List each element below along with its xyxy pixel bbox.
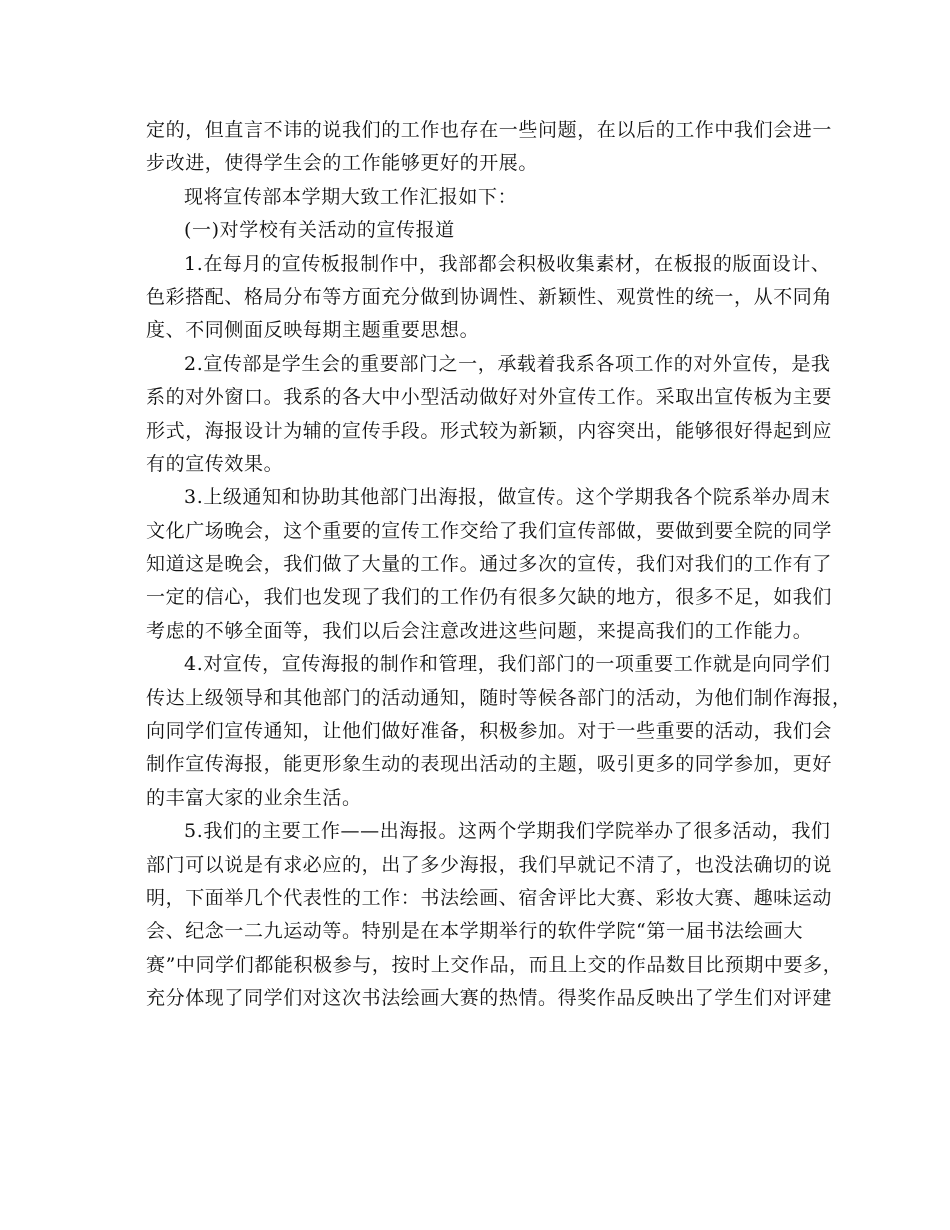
paragraph-item-4 [146,648,852,815]
paragraph-item-2 [146,348,833,482]
paragraph-item-3 [146,481,833,648]
paragraph-intro-continued [146,114,833,181]
text-line: 一定的信心，我们也发现了我们的工作仍有很多欠缺的地方，很多不足，如我们 [146,586,833,609]
text-line: 3.上级通知和协助其他部门出海报，做宣传。这个学期我各个院系举办周末 [184,486,831,509]
text-line: 步改进，使得学生会的工作能够更好的开展。 [146,152,539,175]
text-line: 5.我们的主要工作——出海报。这两个学期我们学院举办了很多活动，我们 [184,820,831,843]
text-line: 度、不同侧面反映每期主题重要思想。 [146,319,480,342]
text-line: 形式，海报设计为辅的宣传手段。形式较为新颖，内容突出，能够很好得起到应 [146,419,833,442]
section-heading [146,214,806,247]
text-line: 现将宣传部本学期大致工作汇报如下： [184,185,518,208]
document-body [146,114,852,1016]
text-line: 知道这是晚会，我们做了大量的工作。通过多次的宣传，我们对我们的工作有了 [146,553,833,576]
text-line: 系的对外窗口。我系的各大中小型活动做好对外宣传工作。采取出宣传板为主要 [146,386,833,409]
text-line: 有的宣传效果。 [146,452,284,475]
text-line: 传达上级领导和其他部门的活动通知，随时等候各部门的活动，为他们制作海报， [146,686,852,709]
text-line: 充分体现了同学们对这次书法绘画大赛的热情。得奖作品反映出了学生们对评建 [146,987,833,1010]
text-line: 赛”中同学们都能积极参与，按时上交作品，而且上交的作品数目比预期中要多， [146,953,843,976]
paragraph-item-5 [146,815,843,1015]
text-line: 向同学们宣传通知，让他们做好准备，积极参加。对于一些重要的活动，我们会 [146,720,833,743]
text-line: 文化广场晚会，这个重要的宣传工作交给了我们宣传部做，要做到要全院的同学 [146,519,833,542]
text-line: 会、纪念一二九运动等。特别是在本学期举行的软件学院“第一届书法绘画大 [146,920,804,943]
text-line: 1.在每月的宣传板报制作中，我部都会积极收集素材，在板报的版面设计、 [184,252,831,275]
text-line: 色彩搭配、格局分布等方面充分做到协调性、新颖性、观赏性的统一，从不同角 [146,285,833,308]
text-line: 制作宣传海报，能更形象生动的表现出活动的主题，吸引更多的同学参加，更好 [146,753,833,776]
paragraph-item-1 [146,248,833,348]
text-line: 2.宣传部是学生会的重要部门之一，承载着我系各项工作的对外宣传，是我 [184,352,831,375]
text-line: 的丰富大家的业余生活。 [146,786,362,809]
text-line: 明，下面举几个代表性的工作：书法绘画、宿舍评比大赛、彩妆大赛、趣味运动 [146,886,833,909]
text-line: 定的，但直言不讳的说我们的工作也存在一些问题，在以后的工作中我们会进一 [146,119,833,141]
text-line: 4.对宣传，宣传海报的制作和管理，我们部门的一项重要工作就是向同学们 [184,653,831,676]
paragraph-report-intro [146,181,806,214]
text-line: 考虑的不够全面等，我们以后会注意改进这些问题，来提高我们的工作能力。 [146,619,813,642]
text-line: (一)对学校有关活动的宣传报道 [184,219,455,242]
text-line: 部门可以说是有求必应的，出了多少海报，我们早就记不清了，也没法确切的说 [146,853,833,876]
